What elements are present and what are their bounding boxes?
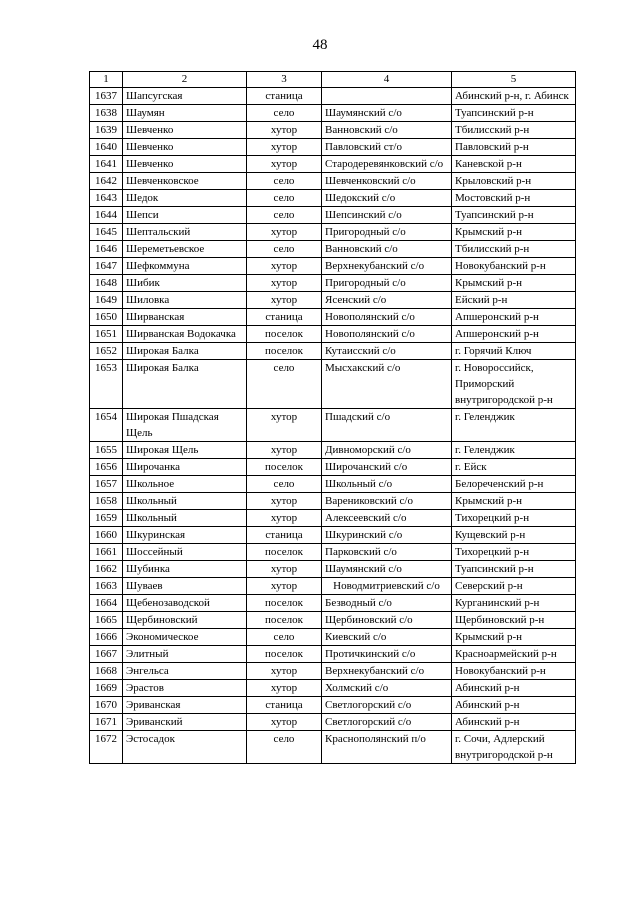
row-number: 1640	[90, 139, 123, 156]
table-row	[90, 544, 576, 561]
settlement-name: Широчанка	[123, 459, 247, 476]
table-row	[90, 663, 576, 680]
council-name: Пригородный с/о	[322, 275, 452, 292]
council-name: Шаумянский с/о	[322, 561, 452, 578]
district-name: Абинский р-н	[452, 714, 576, 731]
table-row	[90, 156, 576, 173]
table-row	[90, 173, 576, 190]
settlement-type: хутор	[247, 156, 322, 173]
district-name: Крыловский р-н	[452, 173, 576, 190]
settlement-name: Эстосадок	[123, 731, 247, 764]
table-row	[90, 476, 576, 493]
table-row	[90, 527, 576, 544]
council-name: Варениковский с/о	[322, 493, 452, 510]
district-name: Курганинский р-н	[452, 595, 576, 612]
district-name: Тихорецкий р-н	[452, 544, 576, 561]
district-name: Туапсинский р-н	[452, 207, 576, 224]
settlement-name: Шевченко	[123, 139, 247, 156]
table-row	[90, 578, 576, 595]
table-row	[90, 88, 576, 105]
district-name: г. Ейск	[452, 459, 576, 476]
settlement-type: хутор	[247, 139, 322, 156]
row-number: 1649	[90, 292, 123, 309]
settlement-name: Шаумян	[123, 105, 247, 122]
settlement-type: хутор	[247, 122, 322, 139]
row-number: 1672	[90, 731, 123, 764]
district-name: Туапсинский р-н	[452, 561, 576, 578]
settlement-type: хутор	[247, 442, 322, 459]
district-name: г. Сочи, Адлерский внутригородской р-н	[452, 731, 576, 764]
table-row	[90, 275, 576, 292]
table-row	[90, 714, 576, 731]
table-row	[90, 409, 576, 442]
settlement-type: село	[247, 190, 322, 207]
settlement-name: Шапсугская	[123, 88, 247, 105]
settlement-name: Широкая Балка	[123, 343, 247, 360]
row-number: 1639	[90, 122, 123, 139]
table-row	[90, 292, 576, 309]
district-name: Апшеронский р-н	[452, 309, 576, 326]
district-name: Каневской р-н	[452, 156, 576, 173]
district-name: Тбилисский р-н	[452, 241, 576, 258]
row-number: 1660	[90, 527, 123, 544]
row-number: 1638	[90, 105, 123, 122]
settlement-name: Школьное	[123, 476, 247, 493]
settlement-name: Ширванская	[123, 309, 247, 326]
row-number: 1641	[90, 156, 123, 173]
settlement-name: Ширванская Водокачка	[123, 326, 247, 343]
settlement-name: Шуваев	[123, 578, 247, 595]
council-name: Павловский ст/о	[322, 139, 452, 156]
settlement-type: поселок	[247, 544, 322, 561]
table-row	[90, 442, 576, 459]
settlement-name: Эриванский	[123, 714, 247, 731]
column-header: 2	[123, 72, 247, 88]
council-name	[322, 88, 452, 105]
settlement-name: Эриванская	[123, 697, 247, 714]
settlement-type: село	[247, 731, 322, 764]
row-number: 1648	[90, 275, 123, 292]
district-name: Крымский р-н	[452, 493, 576, 510]
council-name: Мысхакский с/о	[322, 360, 452, 409]
district-name: Щербиновский р-н	[452, 612, 576, 629]
settlement-name: Экономическое	[123, 629, 247, 646]
council-name: Шепсинский с/о	[322, 207, 452, 224]
district-name: Тихорецкий р-н	[452, 510, 576, 527]
district-name: Туапсинский р-н	[452, 105, 576, 122]
settlement-type: хутор	[247, 510, 322, 527]
settlement-type: поселок	[247, 612, 322, 629]
table-row	[90, 595, 576, 612]
settlement-type: село	[247, 629, 322, 646]
row-number: 1652	[90, 343, 123, 360]
row-number: 1667	[90, 646, 123, 663]
table-row	[90, 207, 576, 224]
row-number: 1642	[90, 173, 123, 190]
settlement-name: Эрастов	[123, 680, 247, 697]
row-number: 1637	[90, 88, 123, 105]
row-number: 1668	[90, 663, 123, 680]
district-name: Новокубанский р-н	[452, 663, 576, 680]
district-name: г. Новороссийск, Приморский внутригородской р-н	[452, 360, 576, 409]
council-name: Киевский с/о	[322, 629, 452, 646]
settlement-name: Шкуринская	[123, 527, 247, 544]
settlement-type: хутор	[247, 275, 322, 292]
table-row	[90, 224, 576, 241]
table-row	[90, 139, 576, 156]
row-number: 1657	[90, 476, 123, 493]
council-name: Светлогорский с/о	[322, 714, 452, 731]
row-number: 1664	[90, 595, 123, 612]
table-header-row	[90, 72, 576, 88]
council-name: Алексеевский с/о	[322, 510, 452, 527]
column-header: 5	[452, 72, 576, 88]
row-number: 1653	[90, 360, 123, 409]
table-row	[90, 612, 576, 629]
settlement-name: Шевченковское	[123, 173, 247, 190]
page-number: 48	[312, 37, 328, 53]
table-row	[90, 493, 576, 510]
settlement-name: Шефкоммуна	[123, 258, 247, 275]
settlement-type: хутор	[247, 292, 322, 309]
settlement-name: Широкая Пшадская Щель	[123, 409, 247, 442]
settlement-type: станица	[247, 309, 322, 326]
council-name: Новодмитриевский с/о	[322, 578, 452, 595]
council-name: Шевченковский с/о	[322, 173, 452, 190]
settlement-name: Шубинка	[123, 561, 247, 578]
row-number: 1662	[90, 561, 123, 578]
settlement-type: хутор	[247, 258, 322, 275]
table-row	[90, 241, 576, 258]
district-name: Новокубанский р-н	[452, 258, 576, 275]
district-name: г. Горячий Ключ	[452, 343, 576, 360]
row-number: 1654	[90, 409, 123, 442]
settlement-name: Школьный	[123, 493, 247, 510]
council-name: Широчанский с/о	[322, 459, 452, 476]
column-header: 3	[247, 72, 322, 88]
settlement-type: поселок	[247, 646, 322, 663]
settlement-name: Шибик	[123, 275, 247, 292]
council-name: Школьный с/о	[322, 476, 452, 493]
settlement-name: Шереметьевское	[123, 241, 247, 258]
settlement-type: хутор	[247, 578, 322, 595]
settlement-name: Широкая Щель	[123, 442, 247, 459]
council-name: Светлогорский с/о	[322, 697, 452, 714]
council-name: Парковский с/о	[322, 544, 452, 561]
district-name: Северский р-н	[452, 578, 576, 595]
row-number: 1643	[90, 190, 123, 207]
council-name: Протичкинский с/о	[322, 646, 452, 663]
settlement-type: хутор	[247, 714, 322, 731]
row-number: 1665	[90, 612, 123, 629]
council-name: Верхнекубанский с/о	[322, 663, 452, 680]
table-row	[90, 258, 576, 275]
settlement-type: хутор	[247, 663, 322, 680]
district-name: Тбилисский р-н	[452, 122, 576, 139]
district-name: Апшеронский р-н	[452, 326, 576, 343]
column-header: 4	[322, 72, 452, 88]
council-name: Стародеревянковский с/о	[322, 156, 452, 173]
settlement-type: хутор	[247, 561, 322, 578]
district-name: Красноармейский р-н	[452, 646, 576, 663]
settlement-name: Щербиновский	[123, 612, 247, 629]
council-name: Дивноморский с/о	[322, 442, 452, 459]
settlement-type: село	[247, 360, 322, 409]
column-header: 1	[90, 72, 123, 88]
table-row	[90, 105, 576, 122]
settlement-name: Широкая Балка	[123, 360, 247, 409]
table-row	[90, 309, 576, 326]
settlement-name: Шоссейный	[123, 544, 247, 561]
settlement-type: село	[247, 207, 322, 224]
settlement-type: хутор	[247, 409, 322, 442]
settlement-type: хутор	[247, 224, 322, 241]
council-name: Шедокский с/о	[322, 190, 452, 207]
district-name: Ейский р-н	[452, 292, 576, 309]
settlement-name: Щебенозаводской	[123, 595, 247, 612]
council-name: Верхнекубанский с/о	[322, 258, 452, 275]
row-number: 1670	[90, 697, 123, 714]
district-name: Крымский р-н	[452, 275, 576, 292]
row-number: 1646	[90, 241, 123, 258]
table-row	[90, 731, 576, 764]
council-name: Пшадский с/о	[322, 409, 452, 442]
settlement-type: станица	[247, 697, 322, 714]
settlement-name: Шепси	[123, 207, 247, 224]
row-number: 1651	[90, 326, 123, 343]
table-row	[90, 561, 576, 578]
table-row	[90, 697, 576, 714]
settlement-type: поселок	[247, 343, 322, 360]
settlement-type: село	[247, 476, 322, 493]
table-row	[90, 680, 576, 697]
settlements-table	[89, 71, 576, 764]
district-name: Павловский р-н	[452, 139, 576, 156]
row-number: 1650	[90, 309, 123, 326]
district-name: Кущевский р-н	[452, 527, 576, 544]
district-name: г. Геленджик	[452, 442, 576, 459]
row-number: 1666	[90, 629, 123, 646]
row-number: 1671	[90, 714, 123, 731]
settlement-name: Шевченко	[123, 156, 247, 173]
row-number: 1659	[90, 510, 123, 527]
row-number: 1647	[90, 258, 123, 275]
table-row	[90, 646, 576, 663]
settlement-type: поселок	[247, 326, 322, 343]
settlement-type: хутор	[247, 680, 322, 697]
council-name: Шаумянский с/о	[322, 105, 452, 122]
settlement-type: село	[247, 105, 322, 122]
settlement-type: поселок	[247, 459, 322, 476]
settlement-name: Шептальский	[123, 224, 247, 241]
row-number: 1658	[90, 493, 123, 510]
table-row	[90, 343, 576, 360]
district-name: Крымский р-н	[452, 629, 576, 646]
council-name: Безводный с/о	[322, 595, 452, 612]
settlement-type: станица	[247, 88, 322, 105]
settlement-type: село	[247, 173, 322, 190]
district-name: Абинский р-н, г. Абинск	[452, 88, 576, 105]
row-number: 1669	[90, 680, 123, 697]
council-name: Краснополянский п/о	[322, 731, 452, 764]
settlement-type: станица	[247, 527, 322, 544]
council-name: Холмский с/о	[322, 680, 452, 697]
row-number: 1663	[90, 578, 123, 595]
settlement-type: село	[247, 241, 322, 258]
district-name: Белореченский р-н	[452, 476, 576, 493]
settlement-name: Энгельса	[123, 663, 247, 680]
table-row	[90, 122, 576, 139]
row-number: 1656	[90, 459, 123, 476]
district-name: Абинский р-н	[452, 680, 576, 697]
council-name: Ванновский с/о	[322, 122, 452, 139]
settlement-name: Шиловка	[123, 292, 247, 309]
settlement-type: хутор	[247, 493, 322, 510]
council-name: Шкуринский с/о	[322, 527, 452, 544]
settlement-name: Элитный	[123, 646, 247, 663]
table-row	[90, 360, 576, 409]
table-row	[90, 326, 576, 343]
row-number: 1661	[90, 544, 123, 561]
table-row	[90, 629, 576, 646]
table-row	[90, 190, 576, 207]
row-number: 1644	[90, 207, 123, 224]
district-name: Абинский р-н	[452, 697, 576, 714]
settlement-name: Шедок	[123, 190, 247, 207]
settlement-name: Шевченко	[123, 122, 247, 139]
council-name: Новополянский с/о	[322, 309, 452, 326]
table-row	[90, 459, 576, 476]
council-name: Новополянский с/о	[322, 326, 452, 343]
council-name: Пригородный с/о	[322, 224, 452, 241]
district-name: Мостовский р-н	[452, 190, 576, 207]
table-row	[90, 510, 576, 527]
row-number: 1655	[90, 442, 123, 459]
council-name: Щербиновский с/о	[322, 612, 452, 629]
council-name: Кутаисский с/о	[322, 343, 452, 360]
district-name: Крымский р-н	[452, 224, 576, 241]
settlement-type: поселок	[247, 595, 322, 612]
council-name: Ясенский с/о	[322, 292, 452, 309]
settlement-name: Школьный	[123, 510, 247, 527]
district-name: г. Геленджик	[452, 409, 576, 442]
council-name: Ванновский с/о	[322, 241, 452, 258]
row-number: 1645	[90, 224, 123, 241]
